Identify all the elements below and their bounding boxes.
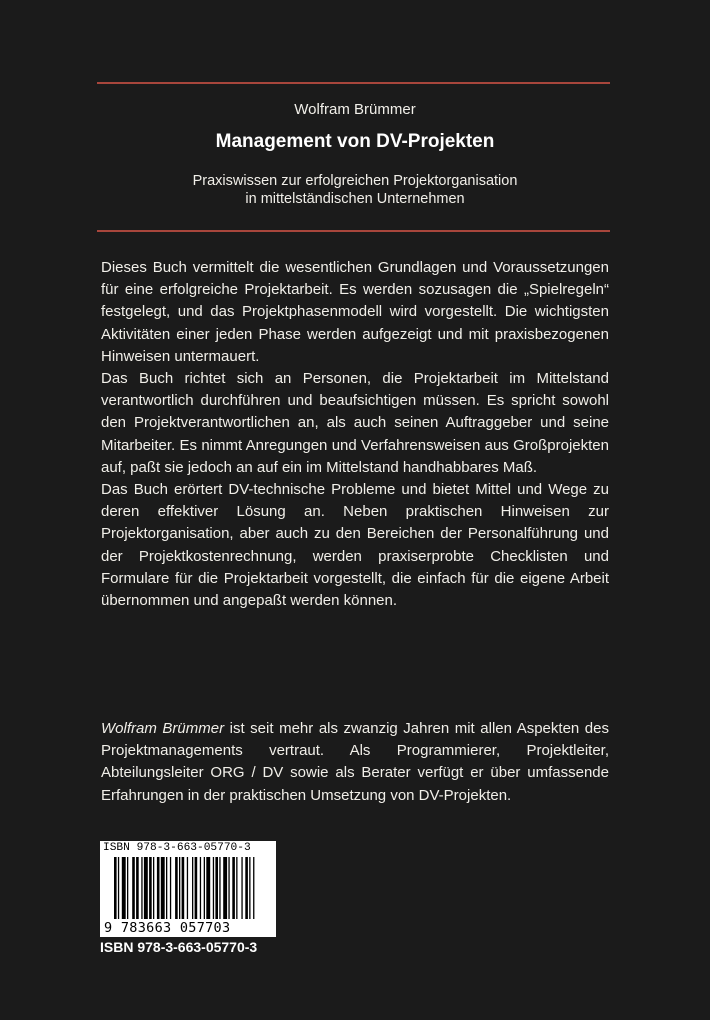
top-rule [97,82,610,84]
subtitle-line-2: in mittelständischen Unternehmen [245,191,465,207]
barcode-bar [241,857,242,919]
isbn-top-label: ISBN 978-3-663-05770-3 [103,842,251,854]
isbn-bottom-label: ISBN 978-3-663-05770-3 [100,939,258,955]
barcode-bars [104,857,272,919]
author-name: Wolfram Brümmer [294,101,416,118]
book-subtitle [0,172,710,208]
barcode-bar [157,857,160,919]
barcode-bar [249,857,250,919]
barcode-bar [223,857,227,919]
barcode-bar [213,857,214,919]
description-paragraph-1 [101,257,609,368]
book-title: Management von DV-Projekten [215,131,495,152]
barcode-bar [149,857,152,919]
barcode-bar [187,857,188,919]
barcode-bar [182,857,185,919]
barcode-bar [114,857,117,919]
barcode-bar [175,857,178,919]
barcode-digits: 9 783663 057703 [104,920,231,936]
paragraph-text: Das Buch richtet sich an Personen, die Projektarbeit im Mittelstand verantwortlich durchführen und beaufsichtigen müssen. Es spricht sowohl den Projektverantwortlichen an, als auch seinen Auftraggeber und seine Mitarbeiter. Es nimmt Anregungen und Verfahrensweisen aus Großprojekten auf, paßt sie jedoch an auf ein im Mittelstand handhabbares Maß. [101,370,609,476]
paragraph-text: Das Buch erörtert DV-technische Probleme und bietet Mittel und Wege zu deren effektiver Lösung an. Neben praktischen Hinweisen zur Projektorganisation, aber auch zu den Bereichen der Personalführung und der Projektkostenrechnung, werden praxiserprobte Checklisten und Formulare für die Projektarbeit vorgestellt, die einfach für die eigene Arbeit übernommen und angepaßt werden können. [101,481,609,610]
paragraph-text: Dieses Buch vermittelt die wesentlichen Grundlagen und Voraussetzungen für eine erfolgreiche Projektarbeit. Es werden sozusagen die „Spielregeln“ festgelegt, und das Projektphasenmodell wird vorgestellt. Die wichtigsten Aktivitäten einer jeden Phase werden aufgezeigt und mit praxisbezogenen Hinweisen untermauert. [101,259,609,365]
author-bio-name: Wolfram Brümmer [101,720,225,737]
barcode-bar [245,857,248,919]
barcode-bar [204,857,205,919]
barcode-bar [219,857,220,919]
barcode-bar [118,857,119,919]
barcode-bar [236,857,237,919]
barcode-bar [144,857,148,919]
description-paragraph-3 [101,479,609,612]
author-bio-text [101,718,609,807]
barcode-bar [206,857,210,919]
barcode-bar [192,857,193,919]
barcode-bar [200,857,201,919]
barcode-bar [179,857,180,919]
author-bio-body: ist seit mehr als zwanzig Jahren mit allen Aspekten des Projektmanagements vertraut. Als Programmierer, Projektleiter, Abteilungsleiter ORG / DV sowie als Berater verfügt er über umfassende Erfahrungen in der praktischen Umsetzung von DV-Projekten. [101,720,609,804]
barcode-bar [136,857,139,919]
barcode-bar [127,857,128,919]
barcode-bar [170,857,171,919]
barcode-bar [228,857,229,919]
barcode-bar [132,857,135,919]
barcode-bar [195,857,198,919]
barcode-bar [166,857,167,919]
bottom-rule [97,230,610,232]
barcode-bar [215,857,218,919]
barcode-bar [253,857,254,919]
subtitle-line-1: Praxiswissen zur erfolgreichen Projektorganisation [192,173,518,189]
barcode-bar [161,857,165,919]
barcode [100,841,276,937]
author-bio [101,718,609,807]
barcode-bar [122,857,126,919]
barcode-bar [153,857,154,919]
description-paragraph-2 [101,368,609,479]
barcode-bar [141,857,142,919]
barcode-bar [232,857,235,919]
